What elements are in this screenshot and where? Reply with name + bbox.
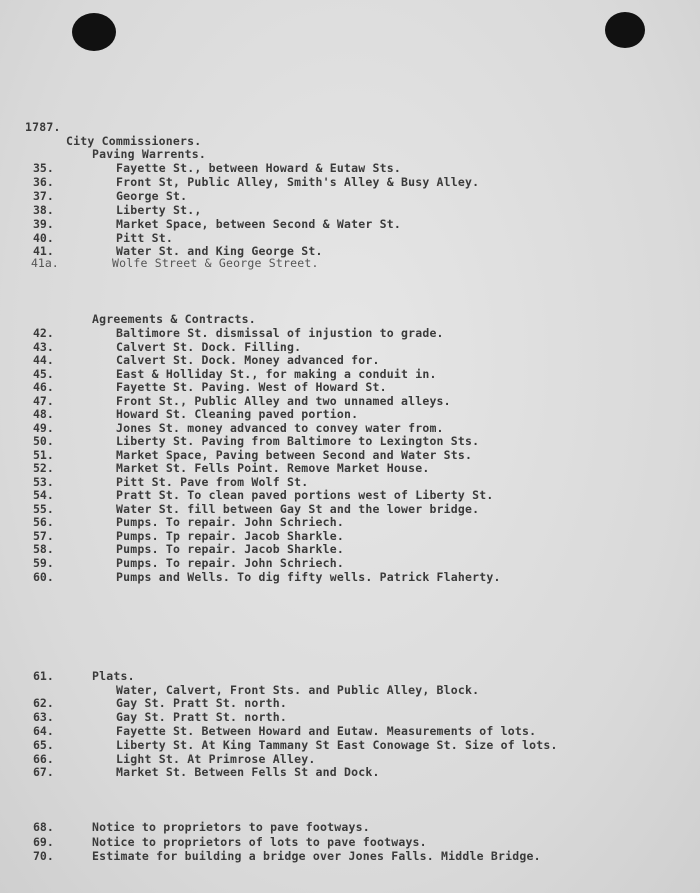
list-item: Wolfe Street & George Street. — [112, 256, 319, 270]
item-number: 62. — [33, 696, 54, 710]
list-item: Front St, Public Alley, Smith's Alley & Busy Alley. — [116, 175, 480, 189]
punch-hole-right — [605, 12, 645, 48]
list-item: Liberty St., — [116, 203, 202, 217]
item-number: 40. — [33, 231, 54, 245]
item-number: 42. — [33, 326, 54, 340]
item-number: 65. — [33, 738, 54, 752]
item-number: 68. — [33, 820, 54, 834]
list-item: Notice to proprietors of lots to pave footways. — [92, 835, 427, 849]
list-item: Pumps. Tp repair. Jacob Sharkle. — [116, 529, 344, 543]
list-item: Calvert St. Dock. Money advanced for. — [116, 353, 380, 367]
agreements-heading: Agreements & Contracts. — [92, 312, 256, 326]
item-number: 50. — [33, 434, 54, 448]
item-number: 66. — [33, 752, 54, 766]
list-item: Pumps. To repair. John Schriech. — [116, 556, 344, 570]
list-item: Pumps. To repair. John Schriech. — [116, 515, 344, 529]
list-item: Jones St. money advanced to convey water from. — [116, 421, 444, 435]
list-item: East & Holliday St., for making a conduit in. — [116, 367, 437, 381]
item-number: 51. — [33, 448, 54, 462]
list-item: Front St., Public Alley and two unnamed alleys. — [116, 394, 451, 408]
item-number: 53. — [33, 475, 54, 489]
item-number: 35. — [33, 161, 54, 175]
item-number: 39. — [33, 217, 54, 231]
list-item: Liberty St. At King Tammany St East Conowage St. Size of lots. — [116, 738, 558, 752]
item-number: 36. — [33, 175, 54, 189]
list-item: Market Space, between Second & Water St. — [116, 217, 401, 231]
item-number: 58. — [33, 542, 54, 556]
list-item: Market St. Between Fells St and Dock. — [116, 765, 380, 779]
item-number: 57. — [33, 529, 54, 543]
item-number: 37. — [33, 189, 54, 203]
item-number: 60. — [33, 570, 54, 584]
item-number: 67. — [33, 765, 54, 779]
item-number: 47. — [33, 394, 54, 408]
year-heading: 1787. — [25, 120, 61, 134]
item-number: 63. — [33, 710, 54, 724]
list-item: Notice to proprietors to pave footways. — [92, 820, 370, 834]
punch-hole-left — [72, 13, 116, 51]
item-number: 41. — [33, 244, 54, 258]
item-number: 59. — [33, 556, 54, 570]
item-number: 38. — [33, 203, 54, 217]
list-item: Market Space, Paving between Second and Water Sts. — [116, 448, 473, 462]
item-number: 56. — [33, 515, 54, 529]
item-number: 48. — [33, 407, 54, 421]
plats-heading: Plats. — [92, 669, 135, 683]
item-number: 49. — [33, 421, 54, 435]
item-number: 61. — [33, 669, 54, 683]
list-item: Fayette St. Between Howard and Eutaw. Measurements of lots. — [116, 724, 537, 738]
item-number: 52. — [33, 461, 54, 475]
list-item: Light St. At Primrose Alley. — [116, 752, 316, 766]
list-item: Water St. and King George St. — [116, 244, 323, 258]
item-number: 41a. — [31, 256, 59, 270]
list-item: Calvert St. Dock. Filling. — [116, 340, 302, 354]
list-item: Pratt St. To clean paved portions west of Liberty St. — [116, 488, 494, 502]
list-item: Estimate for building a bridge over Jones Falls. Middle Bridge. — [92, 849, 541, 863]
list-item: Liberty St. Paving from Baltimore to Lexington Sts. — [116, 434, 480, 448]
item-number: 55. — [33, 502, 54, 516]
item-number: 54. — [33, 488, 54, 502]
item-number: 43. — [33, 340, 54, 354]
list-item: Market St. Fells Point. Remove Market House. — [116, 461, 430, 475]
item-number: 44. — [33, 353, 54, 367]
list-item: Baltimore St. dismissal of injustion to grade. — [116, 326, 444, 340]
item-number: 45. — [33, 367, 54, 381]
list-item: Pumps. To repair. Jacob Sharkle. — [116, 542, 344, 556]
list-item: George St. — [116, 189, 188, 203]
list-item: Pumps and Wells. To dig fifty wells. Patrick Flaherty. — [116, 570, 501, 584]
list-item: Pitt St. — [116, 231, 173, 245]
list-item: Pitt St. Pave from Wolf St. — [116, 475, 309, 489]
list-item: Gay St. Pratt St. north. — [116, 696, 287, 710]
department-heading: City Commissioners. — [66, 134, 202, 148]
item-number: 46. — [33, 380, 54, 394]
item-number: 69. — [33, 835, 54, 849]
paving-heading: Paving Warrents. — [92, 147, 206, 161]
list-item: Fayette St., between Howard & Eutaw Sts. — [116, 161, 401, 175]
list-item: Fayette St. Paving. West of Howard St. — [116, 380, 387, 394]
list-item: Gay St. Pratt St. north. — [116, 710, 287, 724]
item-number: 70. — [33, 849, 54, 863]
list-item: Howard St. Cleaning paved portion. — [116, 407, 359, 421]
item-number: 64. — [33, 724, 54, 738]
list-item: Water, Calvert, Front Sts. and Public Alley, Block. — [116, 683, 480, 697]
list-item: Water St. fill between Gay St and the lower bridge. — [116, 502, 480, 516]
